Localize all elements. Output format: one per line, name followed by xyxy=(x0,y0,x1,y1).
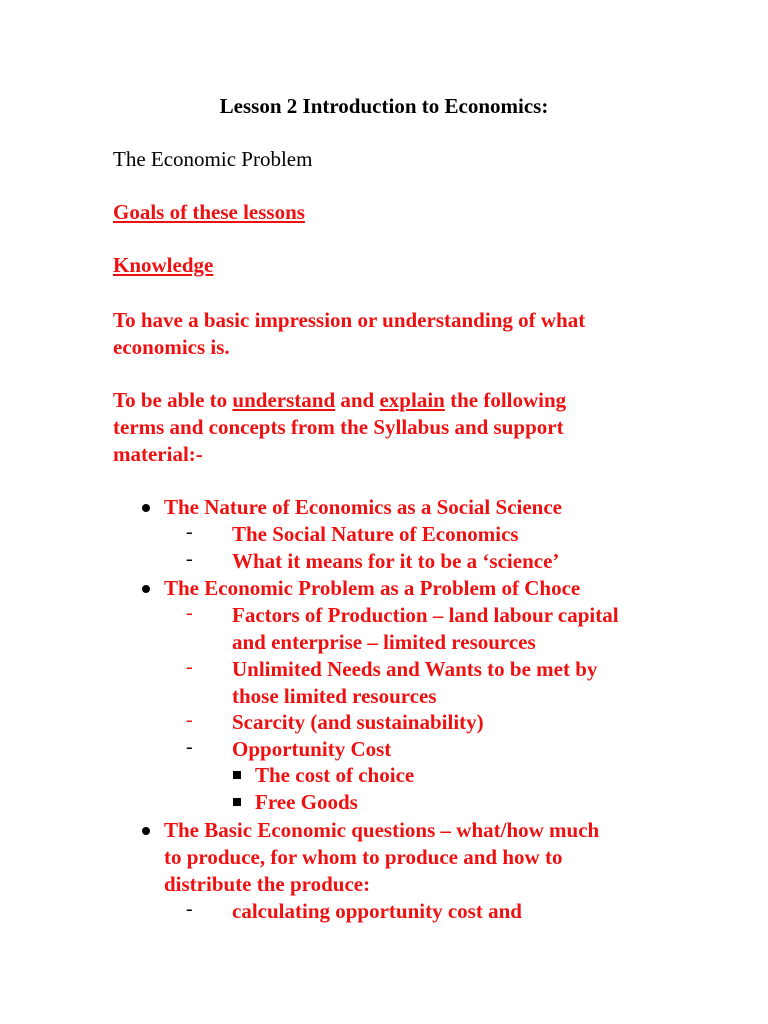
text-run: the following xyxy=(444,388,567,412)
dash-marker: - xyxy=(186,736,193,758)
paragraph-line: terms and concepts from the Syllabus and support xyxy=(113,415,564,439)
paragraph-line: To have a basic impression or understanding of what xyxy=(113,308,586,332)
text-run: To be able to xyxy=(113,388,233,412)
dash-marker: - xyxy=(186,548,193,570)
lesson-title: Lesson 2 Introduction to Economics: xyxy=(219,94,549,118)
dash-marker: - xyxy=(186,709,193,731)
text-run: and xyxy=(335,388,380,412)
knowledge-heading: Knowledge xyxy=(113,253,214,277)
sub-item: Factors of Production – land labour capital xyxy=(232,603,619,627)
goals-heading: Goals of these lessons xyxy=(113,200,305,224)
terms-paragraph xyxy=(113,387,673,468)
sub-item: Opportunity Cost xyxy=(232,737,392,761)
lesson-subtitle: The Economic Problem xyxy=(113,147,313,171)
sub-item: calculating opportunity cost and xyxy=(232,899,522,923)
sub-item: Unlimited Needs and Wants to be met by xyxy=(232,657,598,681)
bullet-item-continuation: to produce, for whom to produce and how to xyxy=(164,845,563,869)
understand-term: understand xyxy=(232,388,336,412)
bullet-item-continuation: distribute the produce: xyxy=(164,872,371,896)
sub-item-continuation: and enterprise – limited resources xyxy=(232,630,536,654)
explain-term: explain xyxy=(379,388,445,412)
sub-sub-item: Free Goods xyxy=(255,790,358,814)
sub-item: What it means for it to be a ‘science’ xyxy=(232,549,560,573)
bullet-dot-icon xyxy=(142,504,150,512)
dash-marker: - xyxy=(186,656,193,678)
dash-marker: - xyxy=(186,602,193,624)
square-bullet-icon xyxy=(233,771,241,779)
bullet-item: The Nature of Economics as a Social Science xyxy=(164,495,562,519)
bullet-item: The Basic Economic questions – what/how much xyxy=(164,818,600,842)
dash-marker: - xyxy=(186,898,193,920)
paragraph-line: economics is. xyxy=(113,335,230,359)
paragraph-line xyxy=(113,387,673,414)
paragraph-line: material:- xyxy=(113,442,203,466)
bullet-dot-icon xyxy=(142,585,150,593)
bullet-item: The Economic Problem as a Problem of Choce xyxy=(164,576,581,600)
dash-marker: - xyxy=(186,521,193,543)
sub-item: Scarcity (and sustainability) xyxy=(232,710,484,734)
bullet-dot-icon xyxy=(142,827,150,835)
knowledge-paragraph xyxy=(113,307,673,361)
sub-sub-item: The cost of choice xyxy=(255,763,415,787)
sub-item-continuation: those limited resources xyxy=(232,684,437,708)
square-bullet-icon xyxy=(233,798,241,806)
sub-item: The Social Nature of Economics xyxy=(232,522,519,546)
